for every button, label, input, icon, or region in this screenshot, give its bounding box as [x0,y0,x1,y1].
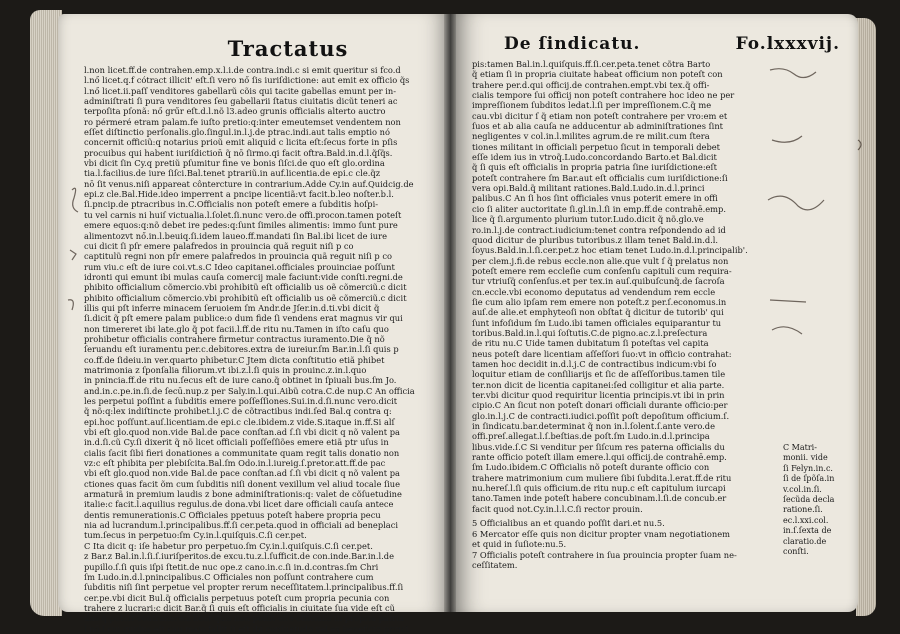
text-line: ſunt infoſidum ſm Ludo.ibi tamen officiales equiparantur tu [472,317,722,328]
text-line: cipio.C An ſicut non poteſt donari officiali durante officio:per [472,400,728,411]
text-line: cio ſi aliter auctoritate ſi.gl.in.l.ſi in emp.ff.de contrahē.emp. [472,203,726,214]
text-line: rante officio poteſt illam emere.l.qui officij.de contrahē.emp. [472,452,727,463]
text-line: trahere matrimonium cum muliere ſibi ſubdita.l.erat.ff.de ritu [472,472,732,483]
text-line: q̃ etiam ſi in propria ciuitate habeat officium non poteſt con [472,69,723,80]
text-line: facit quod not.Cy.in.l.l.C.ſi rector prouin. [472,503,643,514]
text-line: cau.vbi dicitur ſ q̃ etiam non poteſt contrahere per vro:em et [472,110,728,121]
text-line: captitulũ regni non pſr emere palafredos in prouincia quã reguit niſi p co [84,251,393,262]
text-line: loquitur etiam de conſiliarijs et ſic de aſſeſſoribus.tamen tile [472,369,726,380]
text-line: phibito officialium cõmercio.vbi prohibitũ eſt officialib us oẽ cõmerciũ.c dicit [84,292,407,303]
text-line: epi.hoc poſſunt.auſ.licentiam.de epi.c cle.ibidem.z vide.S.itaque in.ff.Si alſ [84,416,395,427]
text-line: l.nō.l.cui.quidus eſt cau.maio.fallit ſi eſt ibi conſuetudo vel ex beneficio princi [84,623,409,634]
left-running-head: Tractatus [227,36,349,61]
text-line: ſi.dicit q̃ pſt emere palam publice:o dum fide ſi vendens erat magnus vir qui [84,313,403,324]
text-line: vbi eſt glo.quod non.vide Bal.de pace conſtan.ad ſ.ſi vbi dicit q nõ valent pa [84,468,400,479]
text-line: per clem.j.fi.de rebus eccle.non alie.que vult ſ q̃ prelatus non [472,255,729,266]
text-line: lice q̃ ſi.argumento plurium tutor.Ludo.dicit q̃ nõ.glo.ve [472,214,704,225]
text-line: epi.z cle.Bal.Hide.ideo imperrent a pncipe licentiã:vt facit.b.leo noſter.b.l. [84,189,394,200]
text-line: pis:tamen Bal.in.l.quiſquis.ff.ſi.cer.peta.tenet cõtra Barto [472,59,711,69]
text-line: cialis tempore ſui officij non poteſt contrahere hoc ideo ne per [472,90,735,101]
text-line: tur vtriuſq̃ conſenſus.et per tex.in auſ.quibuſcunq̃.de ſacroſa [472,276,725,287]
text-line: non timereret ibi late.glo q̃ pot facii.l.ff.de ritu nu.Tamen in iſto caſu quo [84,323,389,334]
text-line: vbi eſt glo.quod non.vide Bal.de pace conſtan.ad ſ.ſi vbi dicit q nõ valent pa [84,427,400,438]
text-line: idronti qui emunt ibi mulas cauſa comercij male faciunt:vide conſti.regni.de [84,271,403,282]
text-line: ter.vbi dicitur quod requiritur licentia principis.vt ibi in prin [472,390,725,400]
text-line: glo.in.l.j.C de contracti.iudici.poſſit poſt depoſitum officium.ſ. [472,410,730,421]
text-line: z Bar.z Bal.in.l.ſi.ſ.iuriſperitos.de excu.tu.z.l.ſufficit.de con.inde.Bar.in.l.de [84,551,394,562]
text-line: quod dicitur de pluribus tutoribus.z illam tenet Bald.in.d.l. [472,234,719,245]
margin-note-line: v.col.in.ſi. [783,484,822,494]
text-line: C Ita dicit q: iſe habetur pro perpetuo.ſm Cy.in.l.quiſquis.C.ſi cer.pet. [84,540,373,551]
text-line: toribus.Bald.in.l.qui ſoſtutis.C.de pigno.ac.z.l.preſectura [472,327,708,338]
text-line: dentis remunerationis.C Officiales ppetuus poteſt habere propria pecu [84,509,381,520]
summary-line: 6 Mercator eſſe quis non dicitur propter vnam negotiationem [472,528,730,539]
text-line: trahere per.d.qui officij.de contrahen.empt.vbi tex.q̃ offi- [472,79,710,90]
margin-note-line: C Matri- [783,443,817,452]
text-line: vbi dicit ſin Cy.q pretiũ pſumitur fine ve bonis ſiſci.de quo eſt glo.ordina [84,158,385,169]
text-line: poteſt contrahere ſm Bar.aut eſt officialis cum iuriſdictione:ſi [472,172,728,183]
text-line: terpoſita pſonã: nő grűr eſt.d.l.nõ l3.adeo grunis officialis alterto auctro [84,106,386,117]
text-line: nō ſit venus.niſi appareat côntercture in contrarium.Adde Cy.in auf.Quidcig.de [84,178,414,189]
text-line: italie:c facit.l.aquilius regulus.de dona.vbi licet dare officiali cauſa antece [84,499,394,510]
text-line: negligentes v col.in.l.milites agrum.de re milit.cum ſtera [472,131,710,142]
text-line: adminiſtrati ſi pura venditores ſeu gabellarii ſtatus ciuitatis dicũt teneri ac [84,96,398,107]
text-line: ro.in.l.j.de contract.iudicium:tenet contra reſpondendo ad id [472,224,726,235]
text-line: palibus.C An ſi hos ſint officiales vnus poterit emere in offi [472,193,718,204]
right-running-head-title: De ſindicatu. [504,34,641,54]
text-line: l.nő licet.ii.paſſ venditores gabellarũ cõis qui tacite gabellas emunt per in- [84,85,397,96]
text-line: trahere z lucrari:c dicit Bar.q̃ ſi quis eſt officialis in ciuitate ſua vide eſt cũ [84,602,395,613]
summary-line: 5 Officialibus an et quando poſſit dari.et nu.5. [472,518,665,529]
text-line: nia ad lucrandum.l.principalibus.ff.ſi cer.peta.quod in officiali ad beneplaci [84,520,399,531]
margin-note-line: ſi Felyn.in.c. [783,463,833,473]
text-line: in pnincia.ff.de ritu nu.ſecus eſt de iure cano.q̃ obtinet in ſpiuali bus.ſm Jo. [84,375,397,386]
text-line: ſuos et ab alia cauſa ne adducentur ab adminiſtrationes ſint [472,121,724,132]
folio-number: Fo.lxxxvij. [735,34,840,54]
text-line: in ſindicatu.bar.determinat q̃ non in.l.ſolent.ſ.ante vero.de [472,421,716,432]
margin-note-line: ec.l.xxi.col. [783,515,829,525]
text-line: matrimonia z ſponſalia filiorum.vt ibi.z.l.ſi quis in prouinc.z.in.l.quo [84,364,367,375]
text-line: ter.non dicit de licentia capitanei:ſed colligitur et alia parte. [472,379,725,390]
text-line: prohibetur officialis contrahere firmetur contractus iuramento.Die q̃ nõ [84,333,385,344]
margin-note-line: ſecũda decla [783,495,835,505]
text-line: dus q̃ poteſt contrahere:z licet quis non poſſit eſſe officialis in propria patria [84,613,404,624]
text-line: de ritu nu.C Uide tamen dubitatum ſi poteſtas vel capita [472,338,709,349]
text-line: ro pérmeré etram palam.fe iuſto pretio:q:inter emeutemset vendentem non [84,116,401,127]
text-line: l.nő licet.q.f cótract illicit' eſt.ſi vero nő ſis iuriſdictione: aut emit ex officio q̃s [84,75,410,86]
text-line: tano.Tamen inde poteſt habere concubinam.l.ſi.de concub.er [472,493,727,504]
text-line: vz:c eſt phibita per plebiſcita.Bal.ſm Odo.in.l.iureig.ſ.pretor.att.ff.de pac [84,458,386,469]
margin-note-line: ratione.ſi. [783,505,823,515]
text-line: les perpetui poſſint a ſubditis emere poſſeſſiones.Sui.in.d.ſi.nunc vero.dicit [84,396,398,406]
text-line: ſm Ludo.ibidem.C Officialis nõ poteſt durante officio con [472,462,710,473]
summary-line: 7 Officialis poteſt contrahere in ſua prouincia propter ſuam ne- [472,549,737,560]
text-line: eſſe idem ius in vtroq̃.Ludo.concordando Barto.et Bal.dicit [472,152,717,163]
text-line: ſm Ludo.in.d.l.pnincipalibus.C Officiales non poſſunt contrahere cum [84,571,374,582]
text-line: alimentozvt nő.in.l.beuiq.ſi.idem laueo.ff.mandati ſin Bal.ibi licet de iure [84,230,388,241]
text-line: rum viu.c eſt de iure coi.vt.s.C Ideo capitanei.officiales prouinciae poſſunt [84,261,395,272]
text-line: tiones militant in officiali perpetuo ſicut in temporali debet [472,141,721,152]
margin-note-line: monii. vide [783,453,828,463]
text-line: eſſet diſtinctio perſonalis.glo.ſingul.in.l.j.de ptrac.indi.aut talis emptio nó [84,127,391,138]
text-line: tum.ſecus in perpetuo:ſm Cy.in.l.quiſquis.C.ſi cer.pet. [84,530,307,541]
text-line: impreſſionem ſubditos ledat.l.ſi per impreſſionem.C.q̃ me [472,100,712,111]
text-line: co.ff.de ſideiu.in ver.quarto phibetur.C Jtem dicta conſtitutio etiã phibet [84,354,385,365]
text-line: l.non licet.ff.de contrahen.emp.x.l.i.de contra.indi.c si emit queritur si fco.d [84,65,401,75]
text-line: cialis ſacit ſibi fieri donationes a communitate quam regit talis donatio non [84,447,400,458]
text-line: vera opi.Bald.q̃ militant rationes.Bald.Ludo.in.d.l.princi [472,183,705,194]
text-line: and.in.c.pe.in.ſi.de ſecū.nup.z per Saly.in.l.qui.Aibũ cotra.C.de nup.C An officia [84,385,415,396]
text-line: ſi.pncip.de ptracribus in.C.Officialis non poteſt emere a ſubditis hoſpi- [84,199,379,210]
text-line: cer.pe.vbi dicit Bul.q̃ officialis perpetuus poteſt cum propria pecunia con [84,592,390,603]
text-line: neus poteſt dare licentiam aſſeſſori ſuo:vt in officio contrahat: [472,348,732,359]
margin-note-line: ſi de ſpõſa.in [783,474,835,484]
text-line: ſubditis niſi ſint perpetue vel propter rerum neceſſitatem.l.principalibus.ff.ſi [84,582,404,593]
text-line: auſ.de alie.et emphyteoſi non obſtat q̃ dicitur de tutorib' qui [472,307,724,318]
margin-note-line: claratio.de [783,536,827,546]
margin-note-line: in.ſ.ſexta de [783,526,832,536]
text-line: nu.hereſ.l.ſi quis officium.de ritu nup.c eſt capitulum iurcapi [472,483,726,494]
text-line: ſoyus.Bald.in.l.ſi.cer.pet.z hoc etiam tenet Ludo.in.d.l.principalib'. [472,245,748,256]
margin-note-line: conſti. [783,547,809,557]
summary-line: ceſſitatem. [472,560,518,571]
text-line: tu vel carnis ni huiſ victualia.l.ſolet.ſi.nunc vero.de offi.procon.tamen poteſt [84,209,402,220]
text-line: libus.vide.ſ.C Si venditur per ſiſcum res paterna officialis du [472,441,725,452]
text-line: procuibus qui habent iuriſdiction̄ q̃ nō ſirmo.qi facit oftra.Bald.in.d.l.q̃ſq̃s. [84,147,393,158]
text-line: phibito officialium cõmercio.vbi prohibitũ eſt officialib us oẽ cõmerciũ.c dicit [84,282,407,293]
text-line: offi.preſ.allegat.l.ſ.beſtias.de poſt.ſm Ludo.in.d.l.principa [472,431,710,442]
text-line: in.d.ſi.cũ Cy.ſi dixerit q̃ nõ licet officiali poſſeſſiões emere etiã ptr uſus in [84,437,389,448]
text-line: concernit officiũ:q notarius prioũ emit aliquid c licita eſt:ſecus forte in pſis [84,137,398,148]
text-line: emere equos:q:nõ debet ire pedes:q:ſunt ſimiles alimentis: immo ſunt pure [84,220,398,231]
text-line: ſeruandu eſt iuramentu per.c.debitores.extra de iureiur.ſm Bar.in.l.ſi quis p [84,344,399,355]
summary-line: et quid in ſuſiote:nu.5. [472,539,567,550]
text-line: q̃ nõ:q:lex indiſtincte prohibet.l.j.C de cõtractibus indi.ſed Bal.q contra q: [84,406,392,417]
text-line: illis qui pſt inferre minacem ſeruoiem ſm Andr.de Jſer.in.d.ti.vbi dicit q̃ [84,302,380,313]
text-line: ctiones quas facit õm cum ſubditis niſi donent vexillum vel aliud tocale ſiue [84,478,400,489]
text-line: cn.eccle.vbi economo deputatus ad vendendum rem eccle [472,286,716,297]
text-line: poteſt emere rem eccleſie cum conſenſu capituli cum requira- [472,265,732,276]
text-line: q̃ ſi quis eſt officialis in propria patria ſine iuriſdictione:eſt [472,162,717,173]
text-line: tamen hoc decidit in.d.l.j.C de contractibus indicum:vbi ſo [472,358,717,369]
text-line: ſie cum alio ipſam rem emere non poteſt.z per.ſ.economus.in [472,296,727,307]
text-line: tia.l.facilius.de iure ſiſci.Bal.tenet ptrariũ.in auf.licentia.de epi.c cle.q̃z [84,168,381,179]
text-line: pupillo.ſ.ſi quis iſpi ſtetit.de nuc ope.z cano.in.c.ſi in.d.contras.ſm Chri [84,561,379,572]
text-line: cui dicit ſi pſr emere palafredos in prouincia quã reguit niſi p co [84,240,354,251]
text-line: armaturã in premium laudis z bone adminiſtrationis:q: valet de cõſuetudine [84,489,402,500]
